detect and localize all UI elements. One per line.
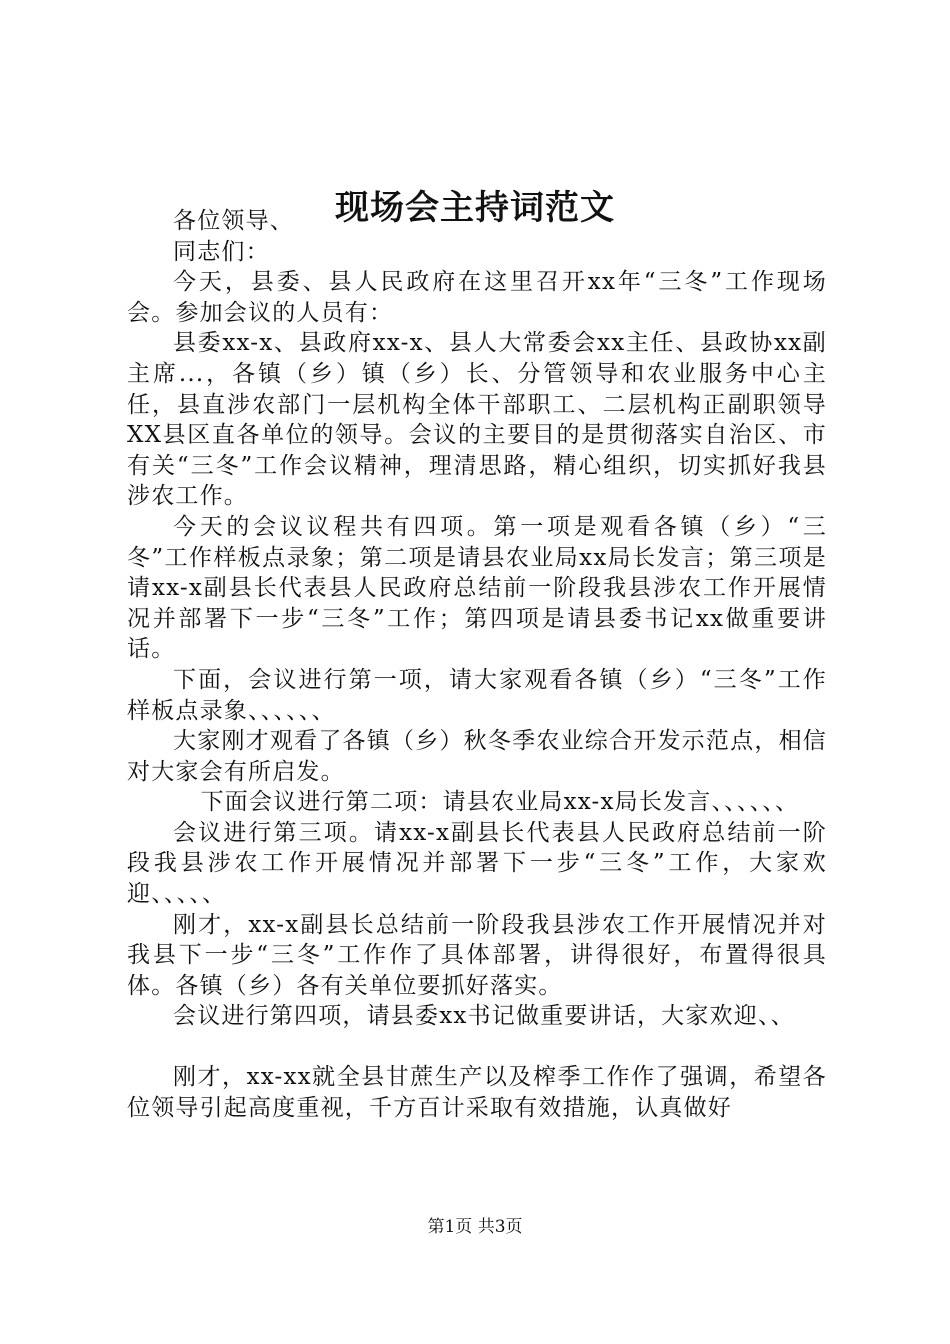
paragraph-opening: 今天，县委、县人民政府在这里召开xx年“三冬”工作现场会。参加会议的人员有： [127,269,827,326]
paragraph-item-three: 会议进行第三项。请xx-x副县长代表县人民政府总结前一阶段我县涉农工作开展情况并部署下一步“三冬”工作，大家欢迎、、、、、 [127,819,827,908]
paragraph-item-three-summary: 刚才，xx-x副县长总结前一阶段我县涉农工作开展情况并对我县下一步“三冬”工作作了具体部署，讲得很好，布置得很具体。各镇（乡）各有关单位要抓好落实。 [127,911,827,999]
salutation-comrades: 同志们： [173,238,270,265]
salutation-leaders: 各位领导、 [173,208,294,234]
paragraph-item-one: 下面，会议进行第一项，请大家观看各镇（乡）“三冬”工作样板点录象、、、、、、 [127,666,827,724]
page-number: 第1页 共3页 [427,1217,523,1237]
paragraph-agenda: 今天的会议议程共有四项。第一项是观看各镇（乡）“三冬”工作样板点录象；第二项是请县农业局xx局长发言；第三项是请xx-x副县长代表县人民政府总结前一阶段我县涉农工作开展情况并部署下一步“三冬”工作；第四项是请县委书记xx做重要讲话。 [127,513,827,663]
document-body [127,206,827,1123]
paragraph-closing: 刚才，xx-xx就全县甘蔗生产以及榨季工作作了强调，希望各位领导引起高度重视，千方百计采取有效措施，认真做好 [127,1064,827,1121]
document-title: 现场会主持词范文 [335,188,615,228]
paragraph-attendees: 县委xx-x、县政府xx-x、县人大常委会xx主任、县政协xx副主席...，各镇（乡）镇（乡）长、分管领导和农业服务中心主任，县直涉农部门一层机构全体干部职工、二层机构正副职领导XX县区直各单位的领导。会议的主要目的是贯彻落实自治区、市有关“三冬”工作会议精神，理清思路，精心组织，切实抓好我县涉农工作。 [127,330,827,510]
paragraph-item-two: 下面会议进行第二项：请县农业局xx-x局长发言、、、、、、 [200,789,800,816]
paragraph-item-four: 会议进行第四项，请县委xx书记做重要讲话，大家欢迎、、 [173,1003,795,1030]
paragraph-gap [127,1032,827,1062]
paragraph-item-one-summary: 大家刚才观看了各镇（乡）秋冬季农业综合开发示范点，相信对大家会有所启发。 [127,728,827,785]
